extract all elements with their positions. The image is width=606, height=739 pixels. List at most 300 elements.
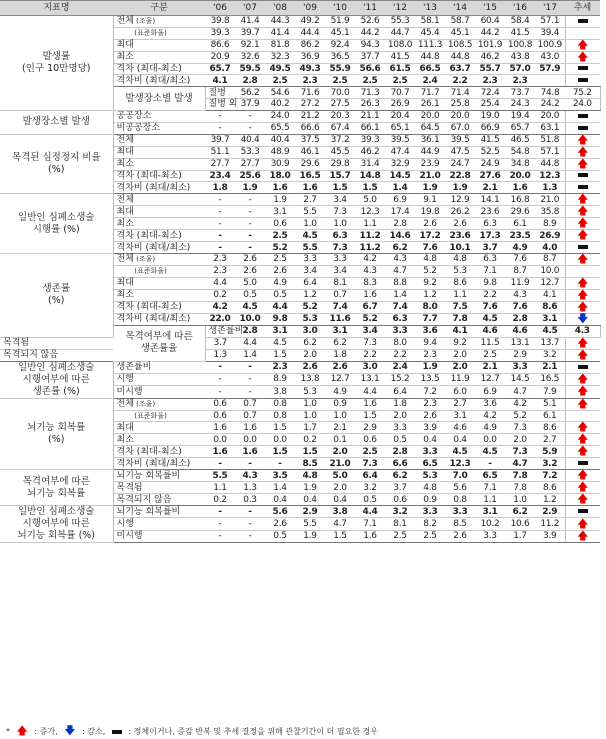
- value-cell: 63.1: [535, 122, 565, 134]
- value-cell: 8.1: [385, 518, 415, 530]
- value-cell: 4.1: [445, 325, 475, 337]
- value-cell: 4.3: [505, 289, 535, 301]
- value-cell: 2.0: [325, 482, 355, 494]
- value-cell: 36.9: [295, 51, 325, 63]
- value-cell: 4.8: [415, 253, 445, 265]
- value-cell: 5.5: [295, 206, 325, 218]
- value-cell: 44.7: [385, 27, 415, 39]
- header-cell: '14: [445, 1, 475, 16]
- value-cell: 23.5: [505, 230, 535, 242]
- value-cell: 2.6: [325, 361, 355, 373]
- up-arrow-icon: 🡅: [577, 492, 589, 506]
- value-cell: 3.4: [325, 265, 355, 277]
- row-category: 전체 (조율): [113, 253, 205, 265]
- value-cell: 3.3: [385, 422, 415, 434]
- value-cell: -: [235, 206, 265, 218]
- value-cell: 2.1: [475, 182, 505, 194]
- value-cell: 5.5: [295, 242, 325, 254]
- value-cell: 5.5: [205, 470, 235, 482]
- value-cell: 65.5: [265, 122, 295, 134]
- value-cell: 35.8: [535, 206, 565, 218]
- row-category: 최소: [113, 434, 205, 446]
- value-cell: 10.1: [445, 242, 475, 254]
- header-cell: '15: [475, 1, 505, 16]
- value-cell: 1.6: [355, 398, 385, 410]
- value-cell: 1.5: [325, 530, 355, 542]
- trend-cell: [565, 313, 600, 325]
- value-cell: 0.3: [235, 494, 265, 506]
- legend-flat-label: : 정체이거나, 증감 반복 및 추세 결정을 위해 관찰기간이 더 필요한 경우: [128, 727, 378, 736]
- value-cell: 4.5: [475, 313, 505, 325]
- value-cell: 65.1: [385, 122, 415, 134]
- value-cell: 65.7: [205, 63, 235, 75]
- value-cell: 43.0: [535, 51, 565, 63]
- up-arrow-icon: 🡅: [577, 37, 589, 51]
- value-cell: 3.3: [415, 446, 445, 458]
- value-cell: 4.5: [445, 446, 475, 458]
- value-cell: 3.4: [325, 194, 355, 206]
- value-cell: 45.1: [325, 27, 355, 39]
- value-cell: 6.0: [445, 386, 475, 398]
- value-cell: 2.0: [325, 446, 355, 458]
- row-category: [113, 27, 205, 39]
- value-cell: 2.3: [415, 398, 445, 410]
- value-cell: 40.4: [235, 134, 265, 146]
- up-arrow-icon: 🡅: [577, 516, 589, 530]
- value-cell: 5.1: [535, 398, 565, 410]
- value-cell: 43.8: [505, 51, 535, 63]
- value-cell: 7.3: [505, 446, 535, 458]
- value-cell: 7.9: [535, 386, 565, 398]
- value-cell: 1.1: [205, 482, 235, 494]
- value-cell: 3.7: [475, 242, 505, 254]
- indicator-name: 목격여부에 따른 생존률율: [113, 325, 205, 361]
- row-category: 목격되지 않음: [0, 349, 113, 361]
- value-cell: 12.3: [355, 206, 385, 218]
- value-cell: 1.6: [505, 182, 535, 194]
- value-cell: 71.3: [355, 87, 385, 99]
- value-cell: 6.1: [535, 410, 565, 422]
- row-category: 생존률비: [205, 325, 235, 337]
- value-cell: -: [235, 373, 265, 385]
- value-cell: 12.3: [535, 170, 565, 182]
- value-cell: 46.1: [295, 146, 325, 158]
- table-row: [0, 349, 600, 361]
- value-cell: 3.1: [475, 506, 505, 518]
- row-category: 미시행: [113, 386, 205, 398]
- rate-type-tag: (표준화율): [116, 411, 167, 420]
- value-cell: 3.6: [415, 325, 445, 337]
- value-cell: 12.7: [475, 373, 505, 385]
- row-category: 전체: [113, 134, 205, 146]
- value-cell: 2.5: [475, 349, 505, 361]
- value-cell: 8.3: [355, 277, 385, 289]
- value-cell: 27.2: [295, 98, 325, 110]
- value-cell: 41.4: [235, 16, 265, 28]
- value-cell: 3.6: [475, 398, 505, 410]
- value-cell: -: [235, 110, 265, 122]
- value-cell: 2.8: [235, 75, 265, 87]
- row-category: 전체: [113, 194, 205, 206]
- flat-bar-icon: [578, 66, 588, 70]
- value-cell: 1.9: [265, 194, 295, 206]
- value-cell: 1.9: [415, 361, 445, 373]
- value-cell: 2.2: [445, 75, 475, 87]
- value-cell: 71.6: [295, 87, 325, 99]
- value-cell: 39.8: [205, 16, 235, 28]
- value-cell: 2.3: [205, 253, 235, 265]
- value-cell: 2.0: [445, 349, 475, 361]
- value-cell: 10.0: [535, 265, 565, 277]
- row-category: 최대: [113, 277, 205, 289]
- value-cell: 4.3: [235, 470, 265, 482]
- value-cell: -: [205, 122, 235, 134]
- value-cell: 32.9: [385, 158, 415, 170]
- value-cell: 44.8: [535, 158, 565, 170]
- up-arrow-icon: 🡅: [577, 444, 589, 458]
- value-cell: 0.9: [325, 398, 355, 410]
- value-cell: 2.6: [445, 530, 475, 542]
- value-cell: 6.3: [385, 313, 415, 325]
- value-cell: 11.2: [535, 518, 565, 530]
- value-cell: 2.5: [265, 230, 295, 242]
- flat-bar-icon: [112, 730, 122, 734]
- value-cell: 3.1: [535, 313, 565, 325]
- value-cell: 54.8: [505, 146, 535, 158]
- value-cell: 26.3: [355, 98, 385, 110]
- value-cell: 7.0: [445, 470, 475, 482]
- value-cell: 37.2: [325, 134, 355, 146]
- value-cell: 34.8: [505, 158, 535, 170]
- value-cell: 65.7: [505, 122, 535, 134]
- value-cell: 0.6: [205, 410, 235, 422]
- value-cell: 1.5: [265, 422, 295, 434]
- value-cell: 0.5: [385, 434, 415, 446]
- value-cell: 18.0: [265, 170, 295, 182]
- value-cell: 1.0: [505, 494, 535, 506]
- value-cell: 7.3: [325, 206, 355, 218]
- value-cell: 1.8: [385, 398, 415, 410]
- value-cell: 1.6: [295, 182, 325, 194]
- value-cell: 4.5: [265, 337, 295, 349]
- value-cell: 51.8: [535, 134, 565, 146]
- value-cell: 41.5: [385, 51, 415, 63]
- value-cell: 49.5: [265, 63, 295, 75]
- value-cell: 92.4: [325, 39, 355, 51]
- value-cell: 46.5: [505, 134, 535, 146]
- table-row: [0, 470, 600, 482]
- value-cell: 6.5: [415, 458, 445, 470]
- row-category: 전체 (조율): [113, 16, 205, 28]
- value-cell: 72.4: [475, 87, 505, 99]
- value-cell: 19.4: [505, 110, 535, 122]
- indicator-name: 일반인 심폐소생술 시행률 (%): [0, 194, 113, 254]
- value-cell: 11.6: [325, 313, 355, 325]
- value-cell: 4.3: [355, 265, 385, 277]
- value-cell: 10.2: [475, 518, 505, 530]
- row-category: 최대: [113, 39, 205, 51]
- indicator-name: 발생장소별 발생: [0, 110, 113, 134]
- value-cell: 1.9: [295, 482, 325, 494]
- value-cell: 2.1: [475, 361, 505, 373]
- value-cell: 66.5: [415, 63, 445, 75]
- value-cell: 10.0: [235, 313, 265, 325]
- value-cell: 2.5: [265, 75, 295, 87]
- value-cell: 36.5: [325, 51, 355, 63]
- trend-cell: [565, 75, 600, 87]
- value-cell: 0.8: [265, 410, 295, 422]
- value-cell: 12.3: [445, 458, 475, 470]
- value-cell: 14.8: [355, 170, 385, 182]
- value-cell: 17.2: [415, 230, 445, 242]
- up-arrow-icon: 🡅: [577, 347, 589, 361]
- flat-bar-icon: [578, 173, 588, 177]
- indicator-name: 목격여부에 따른 뇌기능 회복률: [0, 470, 113, 506]
- value-cell: 2.5: [385, 75, 415, 87]
- flat-bar-icon: [578, 365, 588, 369]
- value-cell: 8.7: [505, 265, 535, 277]
- value-cell: 94.3: [355, 39, 385, 51]
- value-cell: 108.5: [445, 39, 475, 51]
- value-cell: 4.9: [475, 422, 505, 434]
- value-cell: 66.6: [295, 122, 325, 134]
- trend-cell: [565, 158, 600, 170]
- value-cell: 11.2: [355, 242, 385, 254]
- value-cell: 3.2: [535, 349, 565, 361]
- value-cell: 1.8: [325, 349, 355, 361]
- table-row: [0, 110, 600, 122]
- table-row: [0, 16, 600, 28]
- value-cell: 5.0: [355, 194, 385, 206]
- value-cell: 21.1: [355, 110, 385, 122]
- value-cell: 1.0: [325, 410, 355, 422]
- value-cell: 2.8: [385, 218, 415, 230]
- value-cell: 16.5: [295, 170, 325, 182]
- value-cell: 24.2: [535, 98, 565, 110]
- value-cell: 66.1: [355, 122, 385, 134]
- indicator-name: 목격된 심정정지 비율 (%): [0, 134, 113, 194]
- value-cell: 2.8: [235, 325, 265, 337]
- value-cell: 6.9: [385, 194, 415, 206]
- value-cell: 24.0: [565, 98, 600, 110]
- value-cell: 17.4: [385, 206, 415, 218]
- value-cell: 3.3: [295, 253, 325, 265]
- value-cell: 4.3: [565, 325, 600, 337]
- value-cell: 37.9: [235, 98, 265, 110]
- value-cell: 13.1: [505, 337, 535, 349]
- value-cell: 57.1: [535, 146, 565, 158]
- value-cell: 8.2: [415, 518, 445, 530]
- value-cell: 3.1: [265, 325, 295, 337]
- header-cell: '10: [325, 1, 355, 16]
- value-cell: 8.7: [535, 253, 565, 265]
- value-cell: 1.5: [295, 446, 325, 458]
- value-cell: 1.4: [385, 289, 415, 301]
- header-cell: 구분: [113, 1, 205, 16]
- up-arrow-icon: 🡅: [577, 432, 589, 446]
- value-cell: 2.3: [415, 349, 445, 361]
- value-cell: 2.0: [505, 434, 535, 446]
- rate-type-tag: (표준화율): [116, 267, 167, 276]
- value-cell: 3.1: [265, 206, 295, 218]
- value-cell: 108.0: [385, 39, 415, 51]
- row-category: 비공공장소: [113, 122, 205, 134]
- value-cell: 71.7: [415, 87, 445, 99]
- value-cell: 3.1: [325, 325, 355, 337]
- value-cell: 14.1: [475, 194, 505, 206]
- up-arrow-icon: 🡅: [577, 335, 589, 349]
- value-cell: 7.6: [415, 242, 445, 254]
- value-cell: -: [235, 458, 265, 470]
- value-cell: 2.1: [325, 422, 355, 434]
- value-cell: 1.3: [535, 182, 565, 194]
- value-cell: 16.5: [535, 373, 565, 385]
- value-cell: 1.9: [445, 182, 475, 194]
- value-cell: 0.7: [235, 398, 265, 410]
- trend-cell: [565, 51, 600, 63]
- value-cell: 9.4: [415, 337, 445, 349]
- up-arrow-icon: 🡅: [577, 275, 589, 289]
- value-cell: 47.5: [445, 146, 475, 158]
- value-cell: 1.5: [355, 410, 385, 422]
- value-cell: 2.4: [415, 75, 445, 87]
- row-category: 공공장소: [113, 110, 205, 122]
- header-cell: '12: [385, 1, 415, 16]
- rate-type-tag: (조율): [133, 255, 156, 264]
- value-cell: 7.4: [325, 301, 355, 313]
- value-cell: 1.6: [265, 182, 295, 194]
- header-cell: '09: [295, 1, 325, 16]
- value-cell: -: [235, 230, 265, 242]
- value-cell: 23.6: [445, 230, 475, 242]
- value-cell: 0.7: [235, 410, 265, 422]
- row-category: 격차비 (최대/최소): [113, 242, 205, 254]
- value-cell: 5.2: [505, 410, 535, 422]
- value-cell: 4.8: [415, 482, 445, 494]
- value-cell: 37.5: [295, 134, 325, 146]
- header-cell: '17: [535, 1, 565, 16]
- value-cell: 100.8: [505, 39, 535, 51]
- value-cell: 20.9: [205, 51, 235, 63]
- value-cell: 21.0: [415, 170, 445, 182]
- value-cell: 4.8: [295, 470, 325, 482]
- table-row: [0, 337, 600, 349]
- value-cell: 15.2: [385, 373, 415, 385]
- value-cell: 3.2: [385, 506, 415, 518]
- row-category: 최소: [113, 218, 205, 230]
- indicator-name: 일반인 심폐소생술 시행여부에 따른 생존률 (%): [0, 361, 113, 398]
- row-category: 전체 (조율): [113, 398, 205, 410]
- flat-bar-icon: [578, 461, 588, 465]
- value-cell: 49.3: [295, 63, 325, 75]
- value-cell: 44.3: [265, 16, 295, 28]
- value-cell: -: [205, 230, 235, 242]
- row-category: 격차 (최대-최소): [113, 446, 205, 458]
- value-cell: 19.0: [475, 110, 505, 122]
- value-cell: 11.9: [445, 373, 475, 385]
- value-cell: 53.3: [235, 146, 265, 158]
- value-cell: 12.9: [445, 194, 475, 206]
- value-cell: 2.5: [415, 530, 445, 542]
- value-cell: 7.6: [505, 301, 535, 313]
- value-cell: 2.1: [535, 361, 565, 373]
- header-cell: '07: [235, 1, 265, 16]
- value-cell: 29.6: [505, 206, 535, 218]
- value-cell: 1.5: [265, 446, 295, 458]
- value-cell: 6.9: [475, 386, 505, 398]
- value-cell: 0.4: [325, 494, 355, 506]
- value-cell: 4.4: [265, 301, 295, 313]
- value-cell: 3.5: [265, 470, 295, 482]
- value-cell: 1.4: [235, 349, 265, 361]
- table-body: [0, 16, 600, 543]
- value-cell: 6.2: [385, 470, 415, 482]
- value-cell: 2.6: [295, 361, 325, 373]
- value-cell: 0.0: [235, 434, 265, 446]
- up-arrow-icon: 🡅: [577, 528, 589, 542]
- value-cell: 7.6: [475, 301, 505, 313]
- trend-cell: [565, 16, 600, 28]
- value-cell: 2.3: [205, 265, 235, 277]
- value-cell: 56.6: [355, 63, 385, 75]
- row-category: 최대: [113, 146, 205, 158]
- value-cell: 8.6: [445, 277, 475, 289]
- header-cell: 추세: [565, 1, 600, 16]
- value-cell: 67.0: [445, 122, 475, 134]
- value-cell: 0.8: [445, 494, 475, 506]
- value-cell: 6.4: [355, 470, 385, 482]
- value-cell: 5.2: [295, 301, 325, 313]
- value-cell: 6.2: [325, 337, 355, 349]
- value-cell: 0.1: [325, 434, 355, 446]
- value-cell: -: [235, 530, 265, 542]
- value-cell: 0.2: [205, 494, 235, 506]
- value-cell: 7.2: [415, 386, 445, 398]
- value-cell: -: [235, 218, 265, 230]
- value-cell: 6.2: [385, 242, 415, 254]
- value-cell: 26.9: [385, 98, 415, 110]
- value-cell: 20.0: [445, 110, 475, 122]
- value-cell: 1.1: [445, 289, 475, 301]
- value-cell: 0.2: [295, 434, 325, 446]
- value-cell: 44.4: [295, 27, 325, 39]
- indicator-name: 일반인 심폐소생술 시행여부에 따른 뇌기능 회복률 (%): [0, 506, 113, 543]
- value-cell: 25.4: [475, 98, 505, 110]
- flat-bar-icon: [578, 78, 588, 82]
- value-cell: 4.2: [205, 301, 235, 313]
- value-cell: 58.4: [505, 16, 535, 28]
- value-cell: 7.1: [475, 265, 505, 277]
- value-cell: 3.3: [505, 361, 535, 373]
- value-cell: 32.6: [235, 51, 265, 63]
- value-cell: 2.7: [295, 194, 325, 206]
- value-cell: 39.3: [205, 27, 235, 39]
- value-cell: 2.2: [355, 349, 385, 361]
- value-cell: 1.9: [235, 182, 265, 194]
- value-cell: 4.5: [475, 446, 505, 458]
- value-cell: 2.6: [415, 410, 445, 422]
- value-cell: 8.5: [295, 458, 325, 470]
- value-cell: 8.6: [535, 482, 565, 494]
- value-cell: 1.9: [415, 182, 445, 194]
- value-cell: 7.3: [325, 242, 355, 254]
- legend-up-label: : 증가,: [34, 727, 58, 736]
- value-cell: 2.2: [475, 289, 505, 301]
- value-cell: 6.1: [505, 218, 535, 230]
- value-cell: 3.7: [205, 337, 235, 349]
- value-cell: 55.3: [385, 16, 415, 28]
- value-cell: 14.5: [505, 373, 535, 385]
